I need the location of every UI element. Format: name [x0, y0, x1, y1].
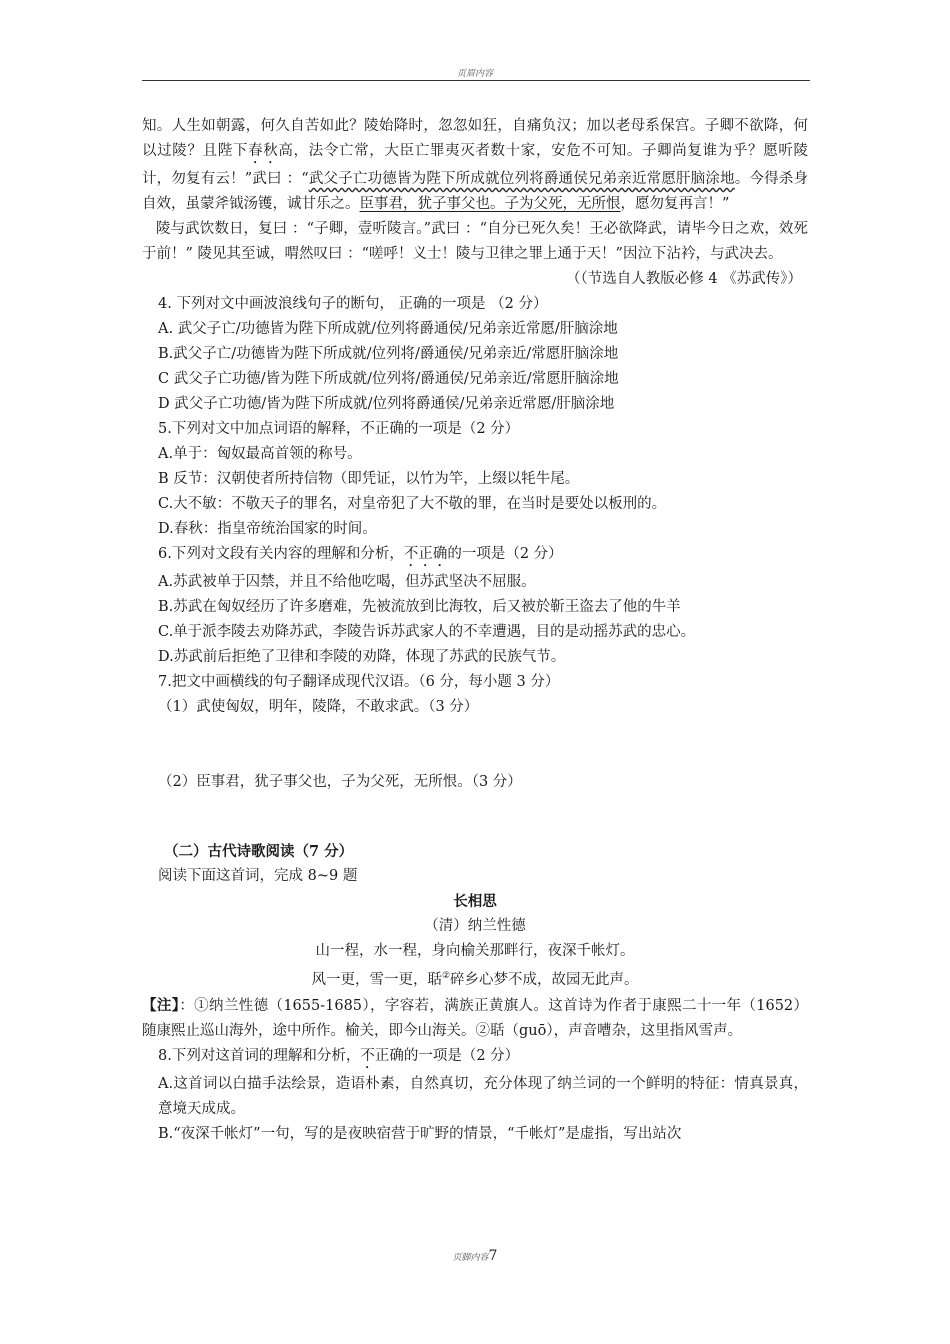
question-4-stem: 4. 下列对文中画波浪线句子的断句， 正确的一项是 （2 分）: [158, 296, 548, 312]
note-text: ：①纳兰性德（1655-1685），字容若，满族正黄旗人。这首诗为作者于康熙二十一年（1652）随康熙止巡山海外，途中所作。榆关，即今山海关。②聒（guō），声音嘈杂，这里指风雪声。: [142, 997, 809, 1039]
passage-text: ，愿勿复再言！”: [620, 196, 730, 212]
footnote-marker: ②: [441, 971, 451, 981]
poem-author: （清）纳兰性德: [424, 918, 526, 934]
passage-text: 知。人生如朝露，何久自苦如此？陵始降时，忽忽如狂，自痛负汉；加以老母系保宫。子卿不欲降，何以过陵？且陛下: [142, 118, 808, 159]
question-text: 8.下列对这首词的理解和分析，: [158, 1047, 361, 1064]
question-5-option-d: D.春秋：指皇帝统治国家的时间。: [158, 521, 377, 537]
question-8-option-b: B.“夜深千帐灯”一句，写的是夜映宿营于旷野的情景，“千帐灯”是虚指，写出站次: [158, 1125, 682, 1142]
poem-line-1: 山一程，水一程，身向榆关那畔行，夜深千帐灯。: [315, 943, 635, 959]
question-5-option-b: B 反节：汉朝使者所持信物（即凭证，以竹为竿，上缀以牦牛尾。: [158, 471, 580, 487]
page-footer: [0, 1248, 950, 1264]
note-label: 【注】: [142, 996, 180, 1014]
question-7-stem: 7.把文中画横线的句子翻译成现代汉语。（6 分，每小题 3 分）: [158, 674, 560, 690]
dotted-word: 不: [360, 1047, 375, 1064]
question-4-option-d: D 武父子亡功德/皆为陛下所成就/位列将爵通侯/兄弟亲近常愿/肝脑涂地: [158, 396, 615, 412]
question-6-option-d: D.苏武前后拒绝了卫律和李陵的劝降，体现了苏武的民族气节。: [158, 649, 566, 665]
dotted-word: 不正确: [403, 546, 448, 562]
section-2-instruction: 阅读下面这首词，完成 8~9 题: [158, 868, 358, 884]
passage-text: 。今得杀身自效，虽蒙斧钺汤镬，诚甘乐之。: [142, 171, 809, 212]
footer-text: 页脚内容: [452, 1253, 489, 1263]
passage-source: （（节选自人教版必修 4 《苏武传》）: [566, 271, 802, 287]
question-5-stem: 5.下列对文中加点词语的解释，不正确的一项是（2 分）: [158, 421, 520, 437]
poem-text: 风一更，雪一更，聒: [311, 971, 442, 988]
question-6-option-c: C.单于派李陵去劝降苏武，李陵告诉苏武家人的不幸遭遇，目的是动摇苏武的忠心。: [158, 624, 696, 640]
passage-text: 高，法令亡常，大臣亡罪夷灭者数十家，安危不可知。子卿尚复谁为乎？愿听陵计，勿复有云！”武曰 ：“: [142, 143, 809, 187]
question-7-sub-2: （2）臣事君，犹子事父也，子为父死，无所恨。（3 分）: [158, 774, 522, 790]
dotted-word: 春秋: [248, 143, 279, 159]
question-8-option-a: A.这首词以白描手法绘景，造语朴素，自然真切，充分体现了纳兰词的一个鲜明的特征：情真景真，意境天成成。: [158, 1075, 808, 1117]
answer-space: [142, 720, 808, 770]
question-6-option-a: A.苏武被单于囚禁，并且不给他吃喝，但苏武坚决不屈服。: [158, 574, 536, 590]
poem-text: 碎乡心梦不成，故园无此声。: [450, 971, 639, 988]
poem-line-2: [142, 964, 808, 993]
question-5-option-a: A.单于：匈奴最高首领的称号。: [158, 446, 362, 462]
question-text: 的一项是（2 分）: [447, 546, 563, 562]
poem-note: [142, 993, 808, 1044]
question-7-sub-1: （1）武使匈奴，明年，陵降，不敢求武。（3 分）: [158, 699, 479, 715]
question-4-option-a: A. 武父子亡/功德皆为陛下所成就/位列将爵通侯/兄弟亲近常愿/肝脑涂地: [158, 321, 618, 337]
question-text: 正确的一项是（2 分）: [374, 1047, 520, 1064]
page-header: 页眉内容: [456, 69, 493, 79]
question-4-option-c: C 武父子亡功德/皆为陛下所成就/位列将/爵通侯/兄弟亲近/常愿肝脑涂地: [158, 371, 619, 387]
poem-title: 长相思: [453, 893, 497, 910]
section-2-title: （二）古代诗歌阅读（7 分）: [164, 843, 354, 860]
page-content: [142, 114, 808, 1147]
question-6-stem: [142, 542, 808, 570]
question-5-option-c: C.大不敏：不敬天子的罪名，对皇帝犯了大不敬的罪，在当时是要处以板刑的。: [158, 496, 667, 512]
question-6-option-b: B.苏武在匈奴经历了许多磨难，先被流放到比海牧，后又被於靳王盗去了他的牛羊: [158, 599, 681, 615]
question-4-option-b: B.武父子亡/功德皆为陛下所成就/位列将/爵通侯/兄弟亲近/常愿肝脑涂地: [158, 346, 619, 362]
header-divider: [142, 80, 810, 81]
passage-paragraph-2: 陵与武饮数日，复曰 ：“子卿，壹听陵言。”武曰 ：“自分已死久矣！王必欲降武，请毕今日之欢，效死于前！” 陵见其至诚，喟然叹曰 ：“嗟呼！义士！陵与卫律之罪上通于天！”因泣下沾衿，与武决去。: [142, 221, 808, 262]
question-text: 6.下列对文段有关内容的理解和分析，: [158, 546, 404, 562]
underlined-sentence: 臣事君，犹子事父也。子为父死，无所恨: [359, 196, 621, 212]
wavy-underlined-sentence: 武父子亡功德皆为陛下所成就位列将爵通侯兄弟亲近常愿肝脑涂地: [308, 171, 735, 187]
question-8-stem: [142, 1044, 808, 1072]
page-number: 7: [488, 1248, 498, 1264]
passage-paragraph-1: [142, 114, 808, 217]
